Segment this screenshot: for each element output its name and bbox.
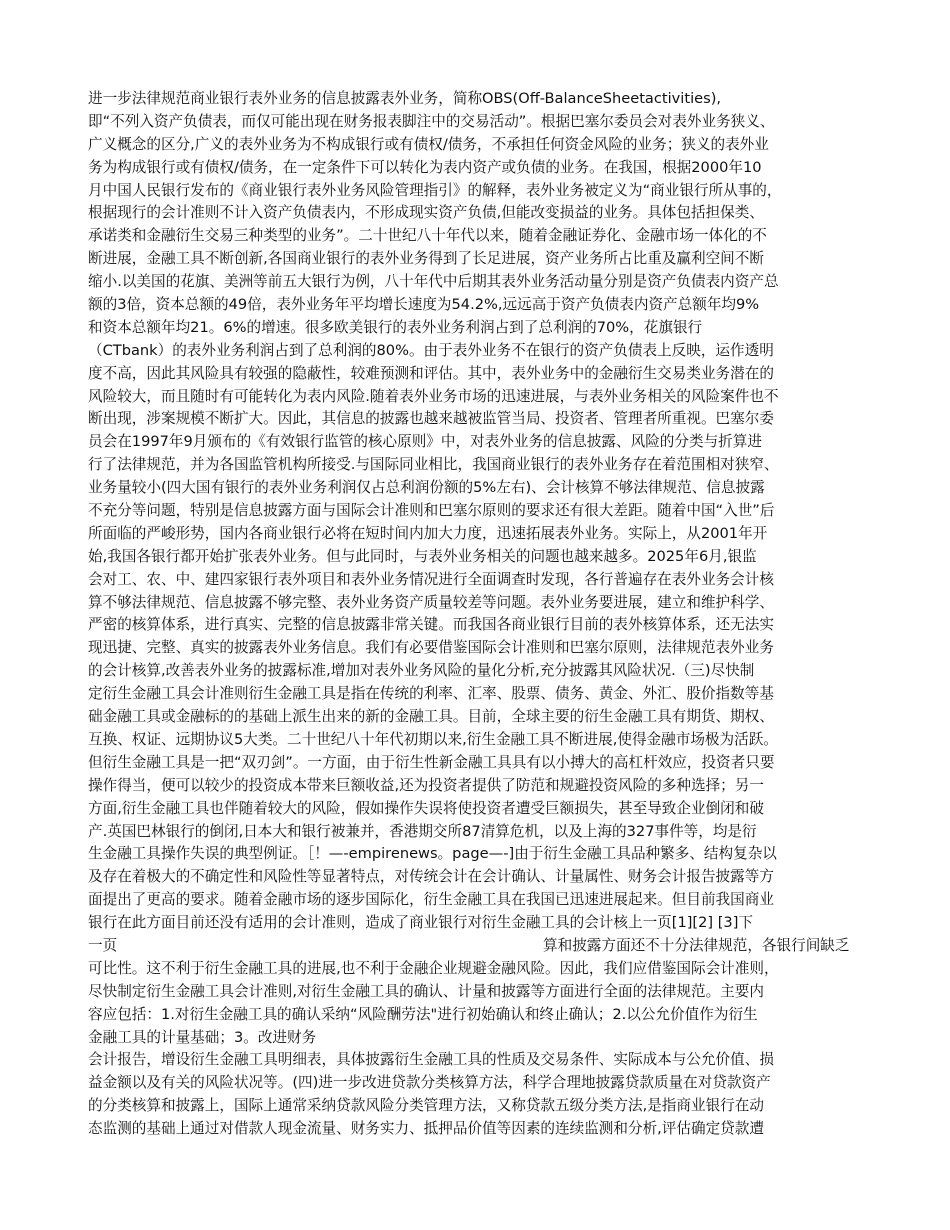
text-line: 但衍生金融工具是一把“双刃剑”。一方面，由于衍生性新金融工具具有以小搏大的高杠杆效应，投资者只要 bbox=[88, 753, 775, 771]
text-line: 断出现，涉案规模不断扩大。因此，其信息的披露也越来越被监管当局、投资者、管理者所重视。巴塞尔委 bbox=[88, 410, 774, 428]
text-line: 产.英国巴林银行的倒闭,日本大和银行被兼并，香港期交所87清算危机，以及上海的327事件等，均是衍 bbox=[88, 822, 757, 840]
text-line: 容应包括：1.对衍生金融工具的确认采纳“风险酬劳法"进行初始确认和终止确认；2.以公允价值作为衍生 bbox=[88, 1005, 758, 1023]
text-line: 严密的核算体系，进行真实、完整的信息披露非常关键。而我国各商业银行目前的表外核算体系，还无法实 bbox=[88, 616, 774, 634]
text-line: 的分类核算和披露上，国际上通常采纳贷款风险分类管理方法，又称贷款五级分类方法,是指商业银行在动 bbox=[88, 1097, 764, 1115]
page-break-right-text: 算和披露方面还不十分法律规范，各银行间缺乏 bbox=[543, 936, 850, 954]
text-line: 算不够法律规范、信息披露不够完整、表外业务资产质量较差等问题。表外业务要进展，建立和维护科学、 bbox=[88, 593, 774, 611]
text-line: 额的3倍，资本总额的49倍，表外业务年平均增长速度为54.2%,远远高于资产负债表内资产总额年均9% bbox=[88, 296, 760, 314]
text-line: 方面,衍生金融工具也伴随着较大的风险，假如操作失误将使投资者遭受巨额损失，甚至导致企业倒闭和破 bbox=[88, 799, 764, 817]
text-line: 生金融工具操作失误的典型例证。［！—-empirenews。page—-]由于衍生金融工具品种繁多、结构复杂以 bbox=[88, 845, 777, 863]
text-line: 行了法律规范，并为各国监管机构所接受.与国际同业相比，我国商业银行的表外业务存在着范围相对狭窄、 bbox=[88, 456, 779, 474]
text-line: 可比性。这不利于衍生金融工具的进展,也不利于金融企业规避金融风险。因此，我们应借鉴国际会计准则， bbox=[88, 959, 779, 977]
text-line: 金融工具的计量基础；3。改进财务 bbox=[88, 1028, 317, 1046]
text-line: 会对工、农、中、建四家银行表外项目和表外业务情况进行全面调查时发现，各行普遍存在表外业务会计核 bbox=[88, 570, 774, 588]
page-break-line bbox=[88, 935, 868, 958]
document-body bbox=[88, 88, 868, 1141]
text-line: 业务量较小(四大国有银行的表外业务利润仅占总利润份额的5%左右)、会计核算不够法律规范、信息披露 bbox=[88, 479, 765, 497]
text-line: 及存在着极大的不确定性和风险性等显著特点，对传统会计在会计确认、计量属性、财务会计报告披露等方 bbox=[88, 868, 774, 886]
text-line: 进一步法律规范商业银行表外业务的信息披露表外业务，简称OBS(Off-BalanceSheetactivities), bbox=[88, 90, 722, 107]
text-line: 承诺类和金融衍生交易三种类型的业务”。二十世纪八十年代以来，随着金融证券化、金融市场一体化的不 bbox=[88, 227, 767, 245]
text-line: 操作得当，便可以较少的投资成本带来巨额收益,还为投资者提供了防范和规避投资风险的多种选择；另一 bbox=[88, 776, 764, 794]
text-line: 即“不列入资产负债表，而仅可能出现在财务报表脚注中的交易活动”。根据巴塞尔委员会对表外业务狭义、 bbox=[88, 112, 775, 130]
text-line: 不充分等问题，特别是信息披露方面与国际会计准则和巴塞尔原则的要求还有很大差距。随着中国“入世”后 bbox=[88, 502, 775, 520]
text-line: 银行在此方面目前还没有适用的会计准则，造成了商业银行对衍生金融工具的会计核上一页[1][2] [3]下 bbox=[88, 914, 754, 932]
text-line: 风险较大，而且随时有可能转化为表内风险.随着表外业务市场的迅速进展，与表外业务相关的风险案件也不 bbox=[88, 387, 779, 405]
text-line: （CTbank）的表外业务利润占到了总利润的80%。由于表外业务不在银行的资产负债表上反映，运作透明 bbox=[88, 341, 774, 359]
text-line: 尽快制定衍生金融工具会计准则,对衍生金融工具的确认、计量和披露等方面进行全面的法律规范。主要内 bbox=[88, 982, 764, 1000]
text-line: 始,我国各银行都开始扩张表外业务。但与此同时，与表外业务相关的问题也越来越多。2025年6月,银监 bbox=[88, 547, 757, 565]
text-line: 益金额以及有关的风险状况等。(四)进一步改进贷款分类核算方法，科学合理地披露贷款质量在对贷款资产 bbox=[88, 1074, 771, 1092]
text-line: 础金融工具或金融标的的基础上派生出来的新的金融工具。目前，全球主要的衍生金融工具有期货、期权、 bbox=[88, 708, 774, 726]
text-line: 断进展，金融工具不断创新,各国商业银行的表外业务得到了长足进展，资产业务所占比重及赢利空间不断 bbox=[88, 250, 764, 268]
text-line: 的会计核算,改善表外业务的披露标准,增加对表外业务风险的量化分析,充分披露其风险状况.（三)尽快制 bbox=[88, 662, 755, 680]
text-line: 面提出了更高的要求。随着金融市场的逐步国际化，衍生金融工具在我国已迅速进展起来。但目前我国商业 bbox=[88, 891, 774, 909]
text-line: 度不高，因此其风险具有较强的隐蔽性，较难预测和评估。其中，表外业务中的金融衍生交易类业务潜在的 bbox=[88, 364, 774, 382]
text-line: 员会在1997年9月颁布的《有效银行监管的核心原则》中，对表外业务的信息披露、风险的分类与折算进 bbox=[88, 433, 762, 451]
text-line: 务为构成银行或有债权/债务，在一定条件下可以转化为表内资产或负债的业务。在我国，根据2000年10 bbox=[88, 158, 762, 176]
text-line: 互换、权证、远期协议5大类。二十世纪八十年代初期以来,衍生金融工具不断进展,使得金融市场极为活跃。 bbox=[88, 730, 778, 748]
text-line: 缩小.以美国的花旗、美洲等前五大银行为例，八十年代中后期其表外业务活动量分别是资产负债表内资产总 bbox=[88, 273, 779, 291]
text-line: 态监测的基础上通过对借款人现金流量、财务实力、抵押品价值等因素的连续监测和分析,评估确定贷款遭 bbox=[88, 1120, 764, 1138]
text-line: 现迅捷、完整、真实的披露表外业务信息。我们有必要借鉴国际会计准则和巴塞尔原则，法律规范表外业务 bbox=[88, 639, 774, 657]
page-break-left-text: 一页 bbox=[88, 936, 118, 954]
text-line: 定衍生金融工具会计准则衍生金融工具是指在传统的利率、汇率、股票、债务、黄金、外汇、股价指数等基 bbox=[88, 685, 774, 703]
text-line: 会计报告，增设衍生金融工具明细表，具体披露衍生金融工具的性质及交易条件、实际成本与公允价值、损 bbox=[88, 1051, 774, 1069]
text-line: 所面临的严峻形势，国内各商业银行必将在短时间内加大力度，迅速拓展表外业务。实际上，从2001年开 bbox=[88, 524, 768, 542]
text-line: 根据现行的会计准则不计入资产负债表内，不形成现实资产负债,但能改变损益的业务。具体包括担保类、 bbox=[88, 204, 764, 222]
text-line: 和资本总额年均21。6%的增速。很多欧美银行的表外业务利润占到了总利润的70%，花旗银行 bbox=[88, 318, 703, 336]
text-line: 广义概念的区分,广义的表外业务为不构成银行或有债权/债务，不承担任何资金风险的业务；狭义的表外业 bbox=[88, 135, 769, 153]
text-line: 月中国人民银行发布的《商业银行表外业务风险管理指引》的解释，表外业务被定义为“商业银行所从事的， bbox=[88, 181, 782, 199]
